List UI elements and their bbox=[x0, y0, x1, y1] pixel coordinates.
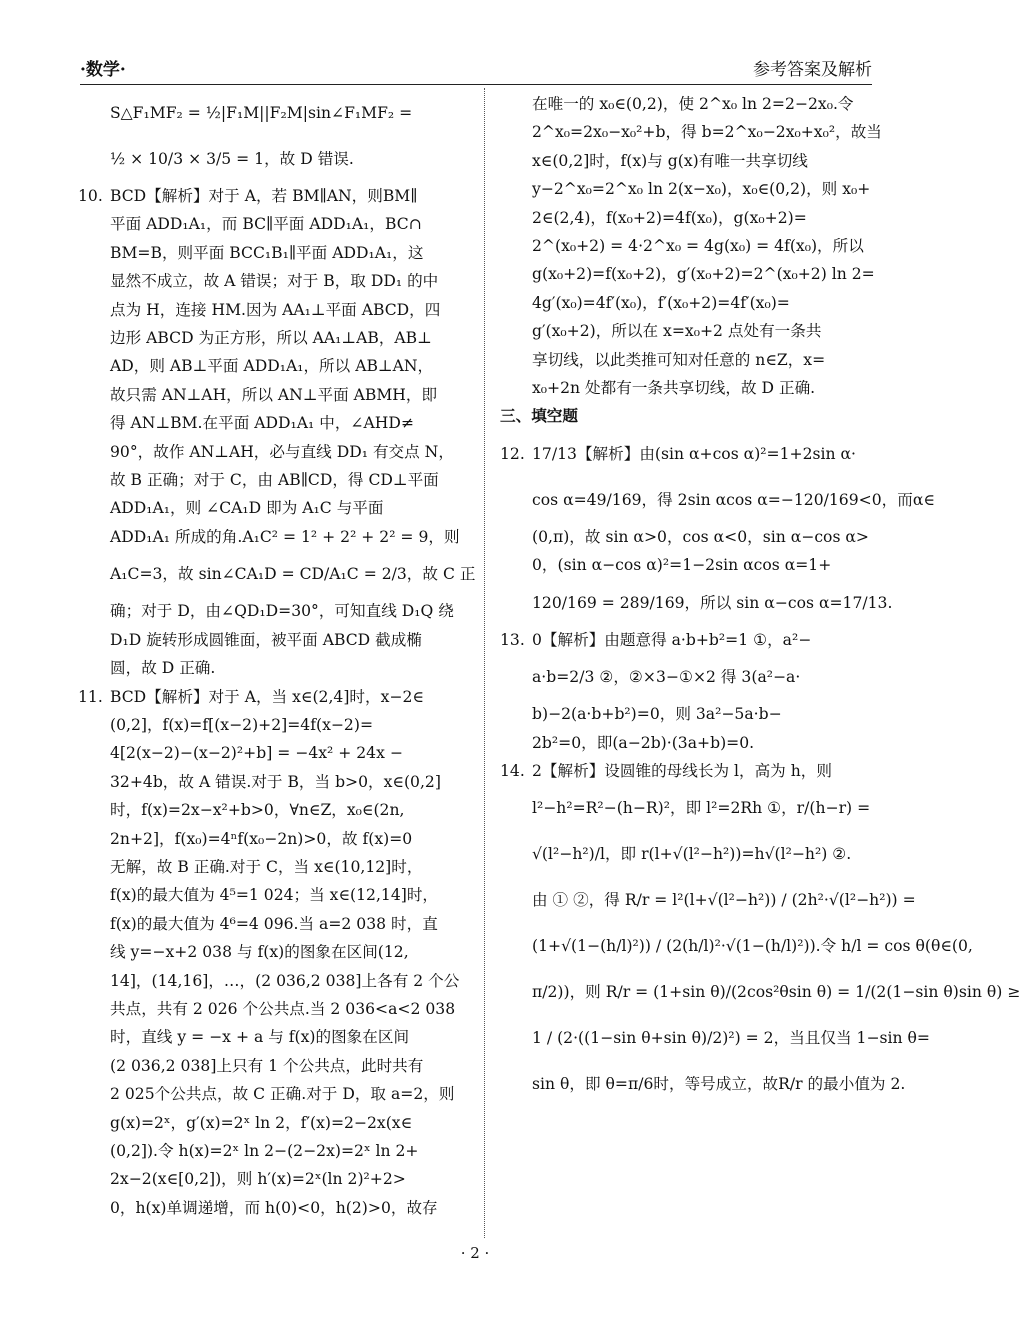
text-line bbox=[78, 597, 470, 625]
text-line bbox=[78, 296, 470, 324]
page-number: · 2 · bbox=[460, 1244, 490, 1262]
column-divider bbox=[484, 88, 485, 1238]
line-text: (0,π)，故 sin α>0，cos α<0，sin α−cos α> bbox=[532, 527, 869, 546]
line-text: 32+4b，故 A 错误.对于 B，当 b>0，x∈(0,2] bbox=[110, 772, 441, 791]
text-line bbox=[500, 317, 878, 345]
text-line bbox=[500, 402, 878, 430]
line-text: 故 B 正确；对于 C，由 AB∥CD，得 CD⊥平面 bbox=[110, 471, 439, 490]
text-line bbox=[78, 409, 470, 437]
line-text: 2^x₀=2x₀−x₀²+b，得 b=2^x₀−2x₀+x₀²，故当 bbox=[532, 123, 882, 142]
text-line bbox=[78, 381, 470, 409]
line-text: BCD【解析】对于 A，若 BM∥AN，则BM∥ bbox=[110, 187, 418, 205]
question-number: 10. bbox=[78, 187, 103, 205]
line-text: 显然不成立，故 A 错误；对于 B，取 DD₁ 的中 bbox=[110, 272, 439, 291]
question-number: 14. bbox=[500, 761, 525, 780]
line-text: 线 y=−x+2 038 与 f(x)的图象在区间(12, bbox=[110, 943, 409, 962]
line-text: (2 036,2 038]上只有 1 个公共点，此时共有 bbox=[110, 1056, 424, 1075]
text-line bbox=[78, 1165, 470, 1193]
text-line bbox=[78, 466, 470, 494]
text-line bbox=[78, 796, 470, 824]
line-text: f(x)的最大值为 4⁶=4 096.当 a=2 038 时，直 bbox=[110, 914, 438, 933]
subject-label: ·数学· bbox=[80, 60, 126, 80]
question-number: 13. bbox=[500, 630, 525, 649]
text-line bbox=[78, 1052, 470, 1080]
line-text: √(l²−h²)/l，即 r(l+√(l²−h²))=h√(l²−h²) ②. bbox=[532, 845, 852, 864]
line-text: 三、填空题 bbox=[500, 407, 578, 426]
line-text: 14]，(14,16]，…，(2 036,2 038]上各有 2 个公 bbox=[110, 971, 460, 990]
line-text: 2 025个公共点，故 C 正确.对于 D，取 a=2，则 bbox=[110, 1085, 455, 1104]
text-line bbox=[500, 580, 893, 626]
line-text: 圆，故 D 正确. bbox=[110, 659, 216, 678]
line-text: (0,2]).令 h(x)=2ˣ ln 2−(2−2x)=2ˣ ln 2+ bbox=[110, 1142, 419, 1160]
text-line bbox=[500, 757, 878, 785]
text-line bbox=[78, 995, 470, 1023]
line-text: D₁D 旋转形成圆锥面，被平面 ABCD 截成椭 bbox=[110, 630, 422, 649]
line-text: 得 AN⊥BM.在平面 ADD₁A₁ 中，∠AHD≠ bbox=[110, 414, 414, 433]
text-line bbox=[78, 267, 470, 295]
text-line bbox=[500, 431, 878, 477]
line-text: 享切线，以此类推可知对任意的 n∈Z，x= bbox=[532, 350, 826, 369]
line-text: x₀+2n 处都有一条共享切线，故 D 正确. bbox=[532, 379, 816, 398]
line-text: 0【解析】由题意得 a·b+b²=1 ①，a²− bbox=[532, 630, 812, 649]
text-line bbox=[78, 1023, 470, 1051]
line-text: ADD₁A₁，则 ∠CA₁D 即为 A₁C 与平面 bbox=[110, 499, 384, 518]
text-line bbox=[78, 182, 470, 210]
line-text: 由 ① ②，得 R/r = l²(l+√(l²−h²)) / (2h²·√(l²−h²)) = bbox=[532, 891, 916, 910]
line-text: 2∈(2,4)，f(x₀+2)=4f(x₀)，g(x₀+2)= bbox=[532, 208, 807, 227]
line-text: 17/13【解析】由(sin α+cos α)²=1+2sin α· bbox=[532, 444, 856, 463]
line-text: BCD【解析】对于 A，当 x∈(2,4]时，x−2∈ bbox=[110, 687, 424, 706]
text-line bbox=[78, 853, 470, 881]
text-line bbox=[78, 324, 470, 352]
line-text: y−2^x₀=2^x₀ ln 2(x−x₀)，x₀∈(0,2)，则 x₀+ bbox=[532, 180, 871, 199]
text-line bbox=[500, 374, 878, 402]
text-line bbox=[500, 90, 878, 118]
text-line bbox=[78, 881, 470, 909]
text-line bbox=[78, 626, 470, 654]
text-line bbox=[78, 1194, 470, 1222]
text-line bbox=[500, 923, 973, 969]
line-text: 0，(sin α−cos α)²=1−2sin αcos α=1+ bbox=[532, 556, 832, 575]
line-text: l²−h²=R²−(h−R)²，即 l²=2Rh ①，r/(h−r) = bbox=[532, 799, 871, 818]
line-text: 平面 ADD₁A₁，而 BC∥平面 ADD₁A₁，BC∩ bbox=[110, 215, 422, 234]
text-line bbox=[500, 289, 878, 317]
line-text: 时，直线 y = −x + a 与 f(x)的图象在区间 bbox=[110, 1028, 410, 1047]
line-text: AD，则 AB⊥平面 ADD₁A₁，所以 AB⊥AN， bbox=[110, 357, 434, 376]
line-text: BM=B，则平面 BCC₁B₁∥平面 ADD₁A₁，这 bbox=[110, 243, 424, 262]
text-line bbox=[500, 523, 878, 551]
text-line bbox=[500, 700, 878, 728]
line-text: 2【解析】设圆锥的母线长为 l，高为 h，则 bbox=[532, 761, 832, 780]
text-line bbox=[500, 260, 878, 288]
text-line bbox=[500, 147, 878, 175]
line-text: 4[2(x−2)−(x−2)²+b] = −4x² + 24x − bbox=[110, 744, 403, 763]
text-line bbox=[500, 204, 878, 232]
line-text: 2x−2(x∈[0,2])，则 h′(x)=2ˣ(ln 2)²+2> bbox=[110, 1170, 406, 1189]
line-text: 120/169 = 289/169，所以 sin α−cos α=17/13. bbox=[532, 593, 893, 612]
line-text: (1+√(1−(h/l)²)) / (2(h/l)²·√(1−(h/l)²)).令 h/l = cos θ(θ∈(0, bbox=[532, 937, 973, 956]
line-text: π/2))，则 R/r = (1+sin θ)/(2cos²θsin θ) = 1/(2(1−sin θ)sin θ) ≥ bbox=[532, 983, 1020, 1002]
line-text: 2^(x₀+2) = 4·2^x₀ = 4g(x₀) = 4f(x₀)，所以 bbox=[532, 237, 864, 256]
line-text: ADD₁A₁ 所成的角.A₁C² = 1² + 2² + 2² = 9，则 bbox=[110, 527, 460, 546]
text-line bbox=[78, 90, 470, 136]
text-line bbox=[78, 210, 470, 238]
text-line bbox=[500, 175, 878, 203]
text-line bbox=[500, 877, 916, 923]
text-line bbox=[78, 352, 470, 380]
text-line bbox=[500, 626, 878, 654]
text-line bbox=[78, 438, 470, 466]
line-text: 共点，共有 2 026 个公共点.当 2 036<a<2 038 bbox=[110, 999, 456, 1018]
line-text: 4g′(x₀)=4f′(x₀)，f′(x₀+2)=4f′(x₀)= bbox=[532, 293, 790, 312]
text-line bbox=[500, 1015, 930, 1061]
line-text: 点为 H，连接 HM.因为 AA₁⊥平面 ABCD，四 bbox=[110, 300, 441, 319]
text-line bbox=[500, 654, 878, 700]
text-line bbox=[500, 831, 878, 877]
right-column bbox=[500, 90, 1020, 1107]
text-line bbox=[500, 232, 878, 260]
line-text: x∈(0,2]时，f(x)与 g(x)有唯一共享切线 bbox=[532, 151, 808, 170]
line-text: sin θ，即 θ=π/6时，等号成立，故R/r 的最小值为 2. bbox=[532, 1075, 906, 1094]
line-text: g′(x₀+2)，所以在 x=x₀+2 点处有一条共 bbox=[532, 322, 822, 341]
line-text: ½ × 10/3 × 3/5 = 1，故 D 错误. bbox=[110, 150, 354, 168]
text-line bbox=[500, 785, 878, 831]
text-line bbox=[78, 825, 470, 853]
text-line bbox=[78, 494, 470, 522]
text-line bbox=[500, 969, 1020, 1015]
text-line bbox=[500, 477, 935, 523]
text-line bbox=[78, 967, 470, 995]
text-line bbox=[500, 729, 878, 757]
text-line bbox=[78, 1109, 470, 1137]
page-header bbox=[80, 52, 872, 85]
line-text: S△F₁MF₂ = ½|F₁M||F₂M|sin∠F₁MF₂ = bbox=[110, 104, 413, 122]
line-text: g(x₀+2)=f(x₀+2)，g′(x₀+2)=2^(x₀+2) ln 2= bbox=[532, 265, 875, 284]
line-text: 1 / (2·((1−sin θ+sin θ)/2)²) = 2，当且仅当 1−sin θ= bbox=[532, 1029, 930, 1048]
text-line bbox=[78, 523, 470, 551]
line-text: a·b=2/3 ②，②×3−①×2 得 3(a²−a· bbox=[532, 668, 801, 687]
text-line bbox=[78, 136, 470, 182]
text-line bbox=[78, 711, 470, 739]
text-line bbox=[500, 1061, 906, 1107]
line-text: 无解，故 B 正确.对于 C，当 x∈(10,12]时， bbox=[110, 857, 423, 876]
text-line bbox=[78, 938, 470, 966]
line-text: b)−2(a·b+b²)=0，则 3a²−5a·b− bbox=[532, 705, 782, 724]
text-line bbox=[78, 768, 470, 796]
text-line bbox=[500, 346, 878, 374]
line-text: A₁C=3，故 sin∠CA₁D = CD/A₁C = 2/3，故 C 正 bbox=[110, 565, 476, 584]
question-number: 12. bbox=[500, 444, 525, 463]
line-text: f(x)的最大值为 4⁵=1 024；当 x∈(12,14]时， bbox=[110, 886, 439, 905]
line-text: 边形 ABCD 为正方形，所以 AA₁⊥AB，AB⊥ bbox=[110, 329, 432, 348]
text-line bbox=[78, 1080, 470, 1108]
text-line bbox=[78, 654, 470, 682]
text-line bbox=[78, 683, 470, 711]
text-line bbox=[78, 1137, 470, 1165]
line-text: 2n+2]，f(x₀)=4ⁿf(x₀−2n)>0，故 f(x)=0 bbox=[110, 829, 413, 848]
text-line bbox=[500, 551, 878, 579]
line-text: 故只需 AN⊥AH，所以 AN⊥平面 ABMH，即 bbox=[110, 385, 438, 404]
line-text: 时，f(x)=2x−x²+b>0，∀n∈Z，x₀∈(2n, bbox=[110, 801, 405, 820]
left-column bbox=[78, 90, 476, 1222]
text-line bbox=[78, 551, 476, 597]
line-text: 0，h(x)单调递增，而 h(0)<0，h(2)>0，故存 bbox=[110, 1198, 438, 1217]
text-line bbox=[78, 739, 470, 767]
line-text: (0,2]，f(x)=f[(x−2)+2]=4f(x−2)= bbox=[110, 715, 374, 734]
line-text: 在唯一的 x₀∈(0,2)，使 2^x₀ ln 2=2−2x₀.令 bbox=[532, 95, 854, 113]
text-line bbox=[500, 118, 882, 146]
header-title: 参考答案及解析 bbox=[753, 60, 872, 80]
question-number: 11. bbox=[78, 687, 103, 706]
line-text: 确；对于 D，由∠QD₁D=30°，可知直线 D₁Q 绕 bbox=[110, 602, 454, 621]
text-line bbox=[78, 239, 470, 267]
line-text: 2b²=0，即(a−2b)·(3a+b)=0. bbox=[532, 733, 755, 752]
line-text: cos α=49/169，得 2sin αcos α=−120/169<0，而α∈ bbox=[532, 490, 935, 509]
line-text: 90°，故作 AN⊥AH，必与直线 DD₁ 有交点 N， bbox=[110, 442, 454, 461]
line-text: g(x)=2ˣ，g′(x)=2ˣ ln 2，f′(x)=2−2x(x∈ bbox=[110, 1113, 413, 1132]
text-line bbox=[78, 910, 470, 938]
